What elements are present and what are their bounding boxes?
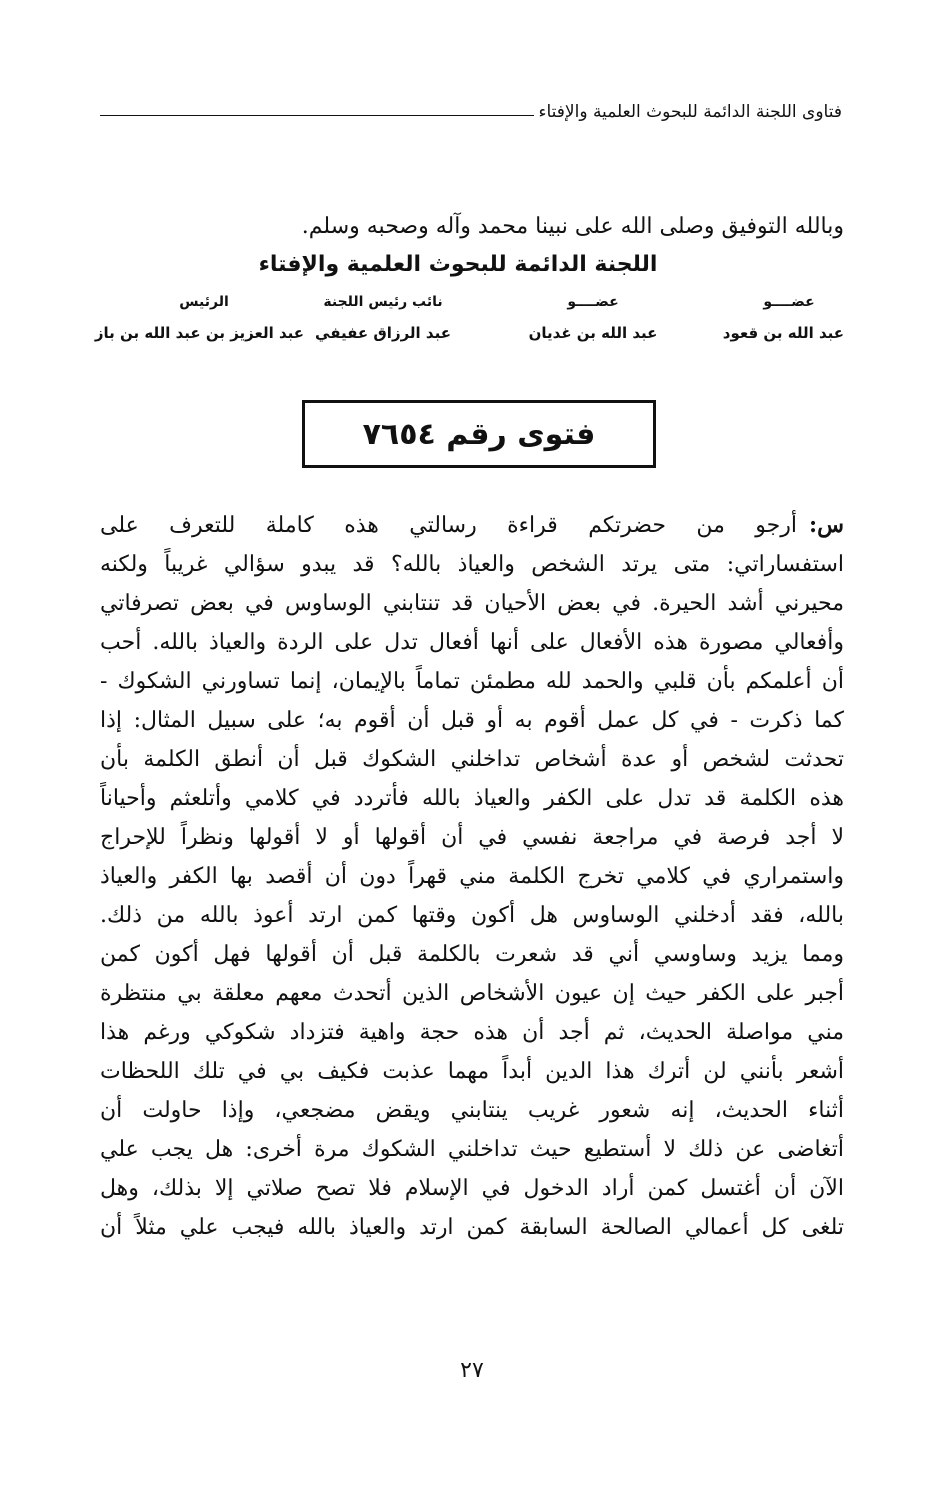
signature-name: عبد العزيز بن عبد الله بن باز — [94, 324, 304, 342]
text-line: أجبر على الكفر حيث إن عيون الأشخاص الذين أتحدث معهم معلقة بي منتظرة — [100, 981, 844, 1006]
signature-member-2 — [518, 292, 668, 344]
text-line: لا أجد فرصة في مراجعة نفسي في أن أقولها أو لا أقولها ونظراً للإحراج — [100, 825, 844, 850]
text-line: كما ذكرت - في كل عمل أقوم به أو قبل أن أقوم به؛ على سبيل المثال: إذا — [100, 708, 844, 733]
signature-member-1 — [722, 292, 844, 344]
signature-vice-chair — [308, 292, 458, 344]
fatwa-number-box — [302, 400, 656, 468]
closing-formula: وبالله التوفيق وصلى الله على نبينا محمد وآله وصحبه وسلم. — [301, 214, 844, 239]
signature-name: عبد الله بن غديان — [528, 324, 658, 342]
signature-role: نائب رئيس اللجنة — [323, 294, 443, 310]
question-text — [100, 506, 844, 1247]
text-line: هذه الكلمة قد تدل على الكفر والعياذ بالله فأتردد في كلامي وأتلعثم وأحياناً — [100, 786, 844, 811]
text-line: ومما يزيد وساوسي أني قد شعرت بالكلمة قبل أن أقولها فهل أكون كمن — [100, 942, 844, 967]
text-line: واستمراري في كلامي تخرج الكلمة مني قهراً دون أن أقصد بها الكفر والعياذ — [100, 864, 844, 889]
text-line: مني مواصلة الحديث، ثم أجد أن هذه حجة واهية فتزداد شكوكي ورغم هذا — [100, 1020, 844, 1045]
running-header-title: فتاوى اللجنة الدائمة للبحوث العلمية والإفتاء — [538, 102, 842, 122]
signature-role: الرئيس — [179, 294, 229, 310]
committee-name: اللجنة الدائمة للبحوث العلمية والإفتاء — [258, 252, 658, 277]
text-line: أثناء الحديث، إنه شعور غريب ينتابني ويقض مضجعي، وإذا حاولت أن — [100, 1098, 844, 1123]
signature-name: عبد الله بن قعود — [722, 324, 844, 342]
text-line: محيرني أشد الحيرة. في بعض الأحيان قد تنتابني الوساوس في بعض تصرفاتي — [100, 591, 844, 616]
text-line: أن أعلمكم بأن قلبي والحمد لله مطمئن تماماً بالإيمان، إنما تساورني الشكوك - — [100, 669, 844, 694]
text-line: تحدثت لشخص أو عدة أشخاص تداخلني الشكوك قبل أن أنطق الكلمة بأن — [100, 747, 844, 772]
text-line: أشعر بأنني لن أترك هذا الدين أبداً مهما عذبت فكيف بي في تلك اللحظات — [100, 1059, 844, 1084]
text-line: أتغاضى عن ذلك لا أستطيع حيث تداخلني الشكوك مرة أخرى: هل يجب علي — [100, 1137, 844, 1162]
signature-name: عبد الرزاق عفيفي — [315, 324, 451, 342]
page-number: ٢٧ — [460, 1358, 484, 1383]
text-line: س:أرجو من حضرتكم قراءة رسالتي هذه كاملة للتعرف على — [100, 512, 844, 538]
signature-role: عضــــو — [763, 294, 815, 310]
text-line: وأفعالي مصورة هذه الأفعال على أنها أفعال تدل على الردة والعياذ بالله. أحب — [100, 630, 844, 655]
signature-role: عضــــو — [567, 294, 619, 310]
text-line: الآن أن أغتسل كمن أراد الدخول في الإسلام فلا تصح صلاتي إلا بذلك، وهل — [100, 1176, 844, 1201]
running-header — [100, 92, 842, 122]
fatwa-number: فتوى رقم ٧٦٥٤ — [362, 416, 596, 452]
header-rule — [100, 115, 534, 116]
question-prefix: س: — [809, 512, 844, 538]
signature-chair — [94, 292, 304, 344]
text-line: بالله، فقد أدخلني الوساوس هل أكون وقتها كمن ارتد أعوذ بالله من ذلك. — [100, 903, 844, 928]
text-line: تلغى كل أعمالي الصالحة السابقة كمن ارتد والعياذ بالله فيجب علي مثلاً أن — [100, 1215, 844, 1240]
text-line: استفساراتي: متى يرتد الشخص والعياذ بالله؟ قد يبدو سؤالي غريباً ولكنه — [100, 552, 844, 577]
